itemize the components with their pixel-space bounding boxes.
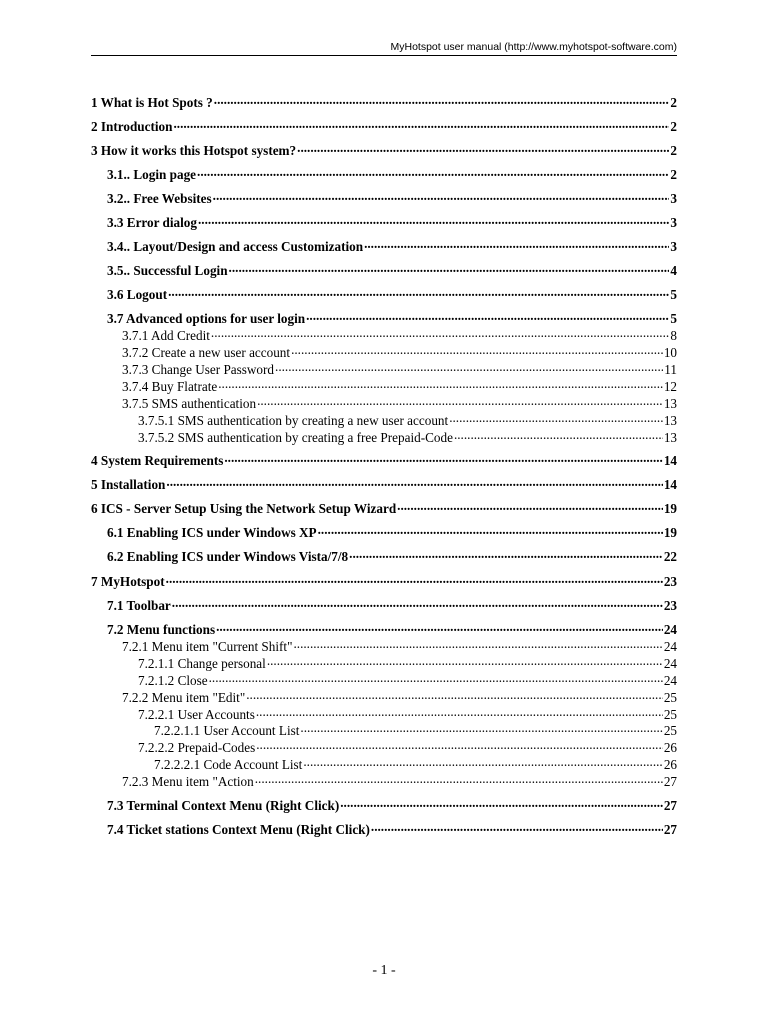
toc-entry-title: 3 How it works this Hotspot system?	[91, 143, 297, 159]
toc-entry[interactable]	[107, 286, 677, 303]
toc-entry[interactable]	[91, 500, 677, 517]
toc-entry[interactable]	[138, 412, 677, 429]
toc-leader-dots	[293, 638, 662, 651]
toc-entry-page: 5	[670, 311, 677, 327]
toc-entry-title: 3.7.1 Add Credit	[122, 328, 210, 344]
toc-leader-dots	[397, 500, 663, 513]
toc-entry-page: 27	[663, 774, 677, 790]
toc-leader-dots	[214, 94, 670, 107]
toc-entry[interactable]	[91, 452, 677, 469]
toc-leader-dots	[256, 739, 663, 752]
toc-entry-title: 3.2.. Free Websites	[107, 191, 212, 207]
toc-entry-page: 25	[663, 723, 677, 739]
toc-leader-dots	[256, 706, 663, 719]
toc-entry-title: 7.4 Ticket stations Context Menu (Right Click)	[107, 822, 370, 838]
toc-leader-dots	[318, 524, 663, 537]
toc-entry-title: 7 MyHotspot	[91, 574, 165, 590]
toc-entry-page: 2	[670, 167, 677, 183]
toc-entry-title: 3.7.5 SMS authentication	[122, 396, 257, 412]
toc-entry-page: 27	[663, 822, 677, 838]
toc-entry-page: 3	[670, 191, 677, 207]
toc-entry[interactable]	[122, 395, 677, 412]
toc-entry-title: 2 Introduction	[91, 119, 173, 135]
toc-entry-title: 7.2.3 Menu item "Action	[122, 774, 254, 790]
toc-entry[interactable]	[122, 689, 677, 706]
toc-entry[interactable]	[91, 476, 677, 493]
toc-leader-dots	[371, 821, 663, 834]
toc-entry[interactable]	[107, 797, 677, 814]
page-number: - 1 -	[372, 963, 396, 978]
toc-entry-page: 2	[670, 119, 677, 135]
toc-entry-title: 7.3 Terminal Context Menu (Right Click)	[107, 798, 340, 814]
toc-entry-title: 6.1 Enabling ICS under Windows XP	[107, 525, 317, 541]
toc-entry-page: 25	[663, 690, 677, 706]
toc-leader-dots	[216, 621, 663, 634]
toc-entry-title: 7.2.1.2 Close	[138, 673, 208, 689]
toc-entry-page: 22	[663, 549, 677, 565]
toc-entry-page: 23	[663, 574, 677, 590]
toc-entry[interactable]	[107, 190, 677, 207]
toc-entry-page: 10	[663, 345, 677, 361]
toc-entry-title: 7.2.2.1.1 User Account List	[154, 723, 300, 739]
toc-entry-title: 7.2 Menu functions	[107, 622, 216, 638]
toc-entry-page: 23	[663, 598, 677, 614]
toc-entry[interactable]	[107, 821, 677, 838]
toc-entry-title: 3.7.4 Buy Flatrate	[122, 379, 218, 395]
toc-entry[interactable]	[91, 573, 677, 590]
toc-leader-dots	[209, 672, 663, 685]
toc-entry-title: 3.7.5.1 SMS authentication by creating a new user account	[138, 413, 449, 429]
toc-entry[interactable]	[154, 722, 677, 739]
toc-entry[interactable]	[122, 773, 677, 790]
toc-entry-title: 7.2.2.2 Prepaid-Codes	[138, 740, 256, 756]
toc-entry[interactable]	[107, 548, 677, 565]
toc-leader-dots	[364, 238, 669, 251]
toc-entry-page: 3	[670, 239, 677, 255]
toc-entry-title: 3.6 Logout	[107, 287, 168, 303]
toc-entry-page: 26	[663, 740, 677, 756]
toc-entry-page: 24	[663, 639, 677, 655]
toc-entry-title: 3.7 Advanced options for user login	[107, 311, 306, 327]
toc-leader-dots	[166, 573, 663, 586]
toc-entry[interactable]	[138, 739, 677, 756]
toc-entry-title: 4 System Requirements	[91, 453, 224, 469]
toc-entry-page: 13	[663, 430, 677, 446]
toc-leader-dots	[246, 689, 663, 702]
toc-entry-page: 24	[663, 673, 677, 689]
toc-entry[interactable]	[138, 672, 677, 689]
toc-entry-page: 19	[663, 501, 677, 517]
toc-leader-dots	[224, 452, 662, 465]
toc-entry-page: 4	[670, 263, 677, 279]
toc-entry[interactable]	[107, 621, 677, 638]
toc-entry[interactable]	[154, 756, 677, 773]
toc-entry-title: 3.4.. Layout/Design and access Customization	[107, 239, 364, 255]
toc-entry[interactable]	[91, 94, 677, 111]
toc-entry[interactable]	[122, 378, 677, 395]
toc-leader-dots	[197, 166, 669, 179]
toc-entry-title: 3.7.3 Change User Password	[122, 362, 275, 378]
toc-entry-page: 5	[670, 287, 677, 303]
toc-entry-page: 14	[663, 453, 677, 469]
toc-leader-dots	[198, 214, 669, 227]
toc-entry-title: 6.2 Enabling ICS under Windows Vista/7/8	[107, 549, 349, 565]
toc-entry-page: 2	[670, 95, 677, 111]
toc-entry-title: 6 ICS - Server Setup Using the Network Setup Wizard	[91, 501, 397, 517]
toc-leader-dots	[229, 262, 670, 275]
toc-entry-page: 2	[670, 143, 677, 159]
toc-entry-page: 11	[664, 362, 677, 378]
toc-entry[interactable]	[122, 327, 677, 344]
toc-entry-page: 12	[663, 379, 677, 395]
toc-leader-dots	[168, 286, 669, 299]
toc-entry-page: 8	[670, 328, 677, 344]
toc-entry-page: 13	[663, 396, 677, 412]
toc-entry[interactable]	[91, 142, 677, 159]
toc-entry-page: 24	[663, 656, 677, 672]
toc-entry-page: 27	[663, 798, 677, 814]
toc-entry[interactable]	[122, 344, 677, 361]
toc-leader-dots	[218, 378, 663, 391]
toc-entry-title: 5 Installation	[91, 477, 166, 493]
toc-leader-dots	[166, 476, 662, 489]
toc-entry-title: 1 What is Hot Spots ?	[91, 95, 213, 111]
toc-entry-title: 7.2.2.2.1 Code Account List	[154, 757, 303, 773]
toc-leader-dots	[275, 361, 663, 374]
toc-leader-dots	[255, 773, 663, 786]
toc-entry-title: 3.1.. Login page	[107, 167, 197, 183]
toc-leader-dots	[340, 797, 663, 810]
toc-leader-dots	[211, 327, 669, 340]
toc-entry[interactable]	[91, 118, 677, 135]
toc-entry-title: 3.5.. Successful Login	[107, 263, 228, 279]
toc-entry[interactable]	[122, 638, 677, 655]
toc-leader-dots	[297, 142, 669, 155]
toc-entry-title: 7.2.2 Menu item "Edit"	[122, 690, 246, 706]
toc-entry-title: 7.2.1 Menu item "Current Shift"	[122, 639, 293, 655]
toc-entry-title: 3.7.5.2 SMS authentication by creating a free Prepaid-Code	[138, 430, 453, 446]
toc-entry-title: 7.2.2.1 User Accounts	[138, 707, 255, 723]
toc-leader-dots	[213, 190, 670, 203]
toc-leader-dots	[349, 548, 663, 561]
toc-entry[interactable]	[107, 524, 677, 541]
toc-entry-title: 7.2.1.1 Change personal	[138, 656, 266, 672]
toc-entry[interactable]	[107, 597, 677, 614]
toc-leader-dots	[291, 344, 663, 357]
toc-leader-dots	[173, 118, 669, 131]
toc-entry-page: 24	[663, 622, 677, 638]
toc-entry-page: 13	[663, 413, 677, 429]
toc-leader-dots	[449, 412, 663, 425]
toc-entry[interactable]	[107, 238, 677, 255]
toc-entry[interactable]	[107, 166, 677, 183]
toc-entry[interactable]	[107, 310, 677, 327]
toc-leader-dots	[267, 655, 663, 668]
toc-entry[interactable]	[138, 429, 677, 446]
page-header: MyHotspot user manual (http://www.myhotspot-software.com)	[390, 41, 677, 53]
toc-entry-page: 26	[663, 757, 677, 773]
toc-entry-page: 3	[670, 215, 677, 231]
toc-leader-dots	[257, 395, 663, 408]
toc-entry-page: 14	[663, 477, 677, 493]
toc-leader-dots	[306, 310, 669, 323]
toc-entry[interactable]	[138, 706, 677, 723]
toc-entry[interactable]	[138, 655, 677, 672]
toc-leader-dots	[172, 597, 663, 610]
toc-leader-dots	[303, 756, 662, 769]
toc-entry-page: 19	[663, 525, 677, 541]
toc-entry[interactable]	[107, 262, 677, 279]
toc-entry[interactable]	[107, 214, 677, 231]
toc-entry-title: 7.1 Toolbar	[107, 598, 171, 614]
toc-entry-title: 3.3 Error dialog	[107, 215, 197, 231]
toc-entry[interactable]	[122, 361, 677, 378]
toc-entry-page: 25	[663, 707, 677, 723]
toc-entry-title: 3.7.2 Create a new user account	[122, 345, 291, 361]
toc-leader-dots	[300, 722, 662, 735]
toc-leader-dots	[454, 429, 663, 442]
